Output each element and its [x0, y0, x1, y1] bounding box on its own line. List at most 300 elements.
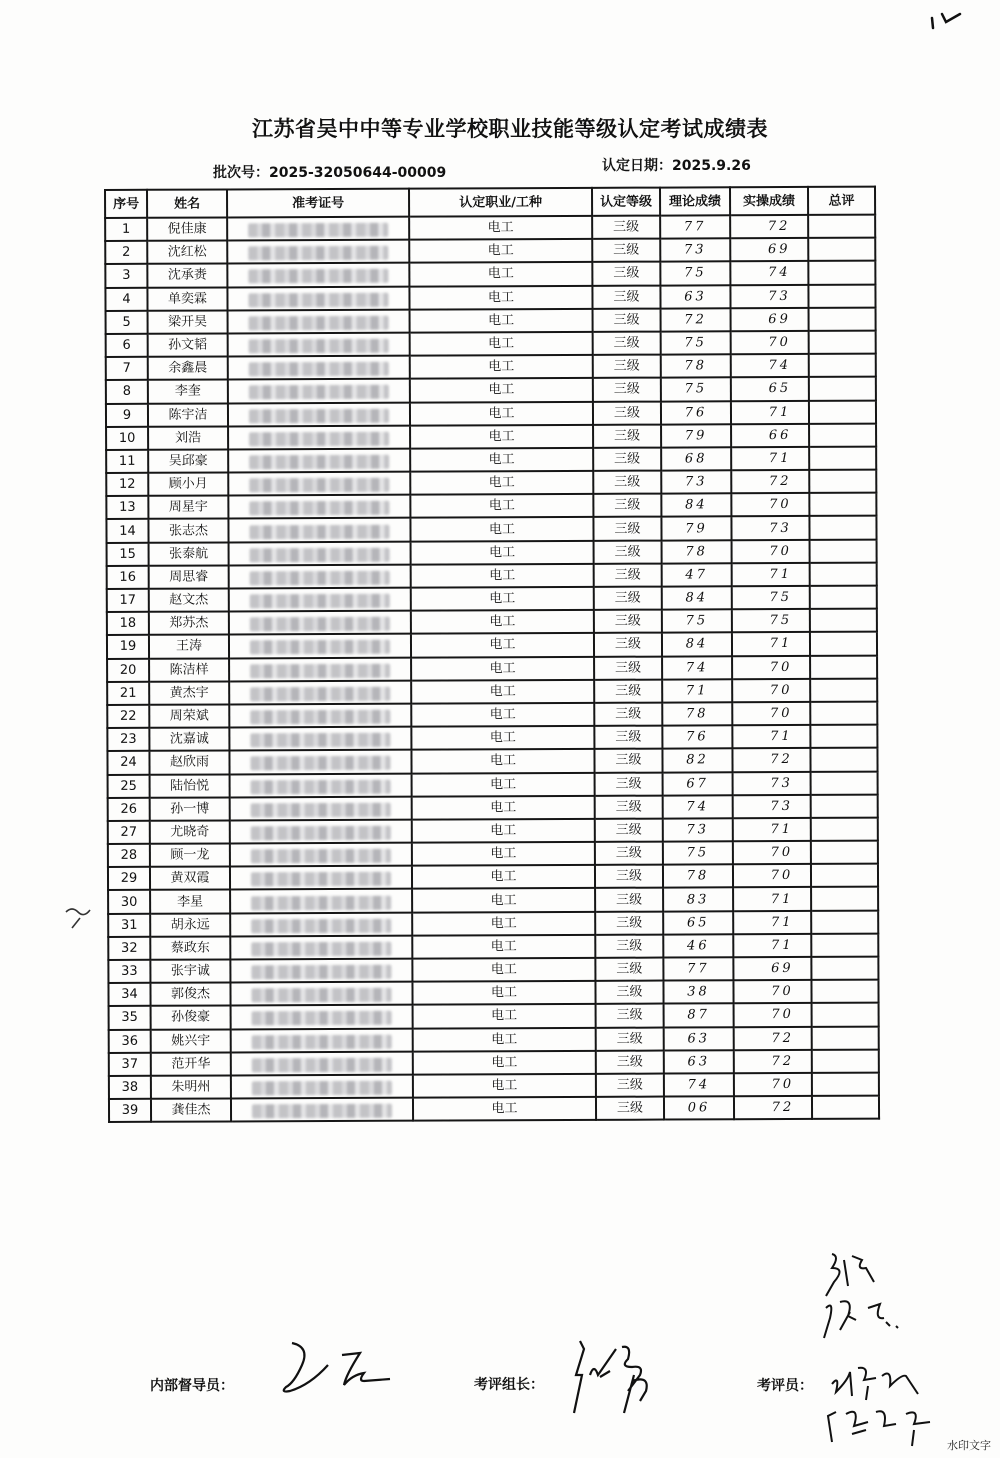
cell-theory-score: 67 — [663, 772, 733, 795]
cell-total — [812, 1096, 879, 1119]
cell-theory-score: 84 — [662, 633, 732, 656]
cell-practical-score: 70 — [733, 980, 811, 1004]
cell-exam-id — [228, 518, 410, 542]
cell-occupation: 电工 — [410, 471, 593, 495]
cell-no: 23 — [107, 728, 149, 751]
redacted-exam-id — [250, 547, 390, 562]
cell-occupation: 电工 — [410, 378, 593, 402]
cell-name: 陆怡悦 — [150, 774, 230, 798]
examiner-label: 考评员： — [757, 1378, 813, 1394]
cell-theory-score: 47 — [662, 563, 732, 586]
cell-practical-score: 66 — [731, 424, 809, 448]
cell-exam-id — [230, 866, 412, 890]
cell-theory-score: 82 — [662, 749, 732, 772]
cell-no: 12 — [106, 473, 148, 496]
cell-exam-id — [230, 843, 412, 867]
cell-level: 三级 — [593, 308, 661, 331]
cell-total — [811, 980, 878, 1003]
cell-exam-id — [229, 611, 411, 635]
redacted-exam-id — [249, 316, 389, 331]
cell-name: 朱明州 — [151, 1075, 231, 1099]
cell-theory-score: 75 — [661, 378, 731, 401]
cell-name: 张泰航 — [149, 542, 229, 566]
cell-no: 31 — [108, 913, 150, 936]
cell-theory-score: 63 — [664, 1027, 734, 1050]
cell-total — [809, 400, 876, 423]
cell-occupation: 电工 — [412, 819, 595, 843]
cell-exam-id — [229, 541, 411, 565]
table-row — [108, 771, 878, 798]
cell-total — [808, 238, 875, 261]
cell-level: 三级 — [593, 401, 661, 424]
cell-no: 24 — [107, 751, 149, 774]
table-row — [107, 609, 877, 636]
cell-theory-score: 73 — [660, 238, 730, 261]
table-row — [106, 493, 876, 520]
cell-practical-score: 71 — [733, 887, 811, 911]
cell-occupation: 电工 — [411, 680, 594, 704]
cell-total — [810, 609, 877, 632]
cell-occupation: 电工 — [412, 981, 595, 1005]
cell-theory-score: 74 — [663, 795, 733, 818]
cell-no: 5 — [106, 311, 148, 334]
cell-practical-score: 73 — [733, 795, 811, 819]
cell-level: 三级 — [595, 795, 663, 818]
redacted-exam-id — [250, 617, 390, 632]
cell-total — [811, 818, 878, 841]
cell-total — [810, 632, 877, 655]
cell-exam-id — [229, 634, 411, 658]
table-row — [108, 818, 878, 845]
cell-theory-score: 74 — [664, 1073, 734, 1096]
table-row — [106, 400, 876, 427]
cell-practical-score: 75 — [732, 586, 810, 610]
cell-name: 沈承赉 — [147, 264, 227, 288]
cell-theory-score: 06 — [664, 1096, 734, 1119]
cell-practical-score: 71 — [731, 447, 809, 471]
cell-name: 张宇诚 — [150, 959, 230, 983]
cell-name: 李星 — [150, 890, 230, 914]
redacted-exam-id — [250, 663, 390, 678]
cell-level: 三级 — [594, 749, 662, 772]
cell-exam-id — [228, 449, 410, 473]
cell-name: 余鑫晨 — [148, 357, 228, 381]
cell-name: 李奎 — [148, 380, 228, 404]
table-row — [105, 215, 875, 242]
cell-theory-score: 79 — [661, 424, 731, 447]
redacted-exam-id — [251, 779, 391, 794]
batch-value: 2025-32050644-00009 — [269, 165, 447, 181]
cell-total — [809, 423, 876, 446]
cell-exam-id — [228, 333, 410, 357]
cell-exam-id — [228, 379, 410, 403]
cell-no: 30 — [108, 890, 150, 913]
cell-no: 16 — [107, 566, 149, 589]
cell-no: 2 — [105, 241, 147, 264]
cell-level: 三级 — [594, 656, 662, 679]
batch-number — [213, 162, 446, 182]
cell-total — [810, 655, 877, 678]
cell-exam-id — [230, 773, 412, 797]
cell-occupation: 电工 — [411, 726, 594, 750]
table-row — [105, 238, 875, 265]
cell-total — [810, 748, 877, 771]
cell-occupation: 电工 — [409, 285, 592, 309]
cell-total — [812, 1026, 879, 1049]
cell-level: 三级 — [593, 447, 661, 470]
cell-practical-score: 72 — [730, 215, 808, 239]
cell-total — [810, 586, 877, 609]
cell-practical-score: 70 — [734, 1003, 812, 1027]
cell-no: 21 — [107, 682, 149, 705]
table-row — [108, 933, 878, 960]
cell-theory-score: 77 — [660, 215, 730, 238]
cell-occupation: 电工 — [410, 448, 593, 472]
table-row — [106, 377, 876, 404]
cell-practical-score: 72 — [734, 1026, 812, 1050]
cell-practical-score: 74 — [730, 261, 808, 285]
cell-practical-score: 70 — [731, 331, 809, 355]
cell-no: 36 — [109, 1029, 151, 1052]
table-row — [105, 284, 875, 311]
redacted-exam-id — [251, 988, 391, 1003]
cell-name: 吴邱豪 — [148, 449, 228, 473]
cell-exam-id — [229, 704, 411, 728]
redacted-exam-id — [249, 408, 389, 423]
cell-practical-score: 71 — [733, 911, 811, 935]
cell-no: 27 — [108, 821, 150, 844]
cell-theory-score: 65 — [663, 911, 733, 934]
cell-no: 8 — [106, 380, 148, 403]
cell-occupation: 电工 — [412, 888, 595, 912]
cell-occupation: 电工 — [412, 935, 595, 959]
table-row — [107, 725, 877, 752]
redacted-exam-id — [250, 756, 390, 771]
cell-name: 姚兴宇 — [151, 1029, 231, 1053]
cell-theory-score: 78 — [662, 702, 732, 725]
cell-occupation: 电工 — [412, 911, 595, 935]
cell-exam-id — [231, 1051, 413, 1075]
cell-exam-id — [229, 588, 411, 612]
cell-no: 35 — [109, 1006, 151, 1029]
table-row — [107, 748, 877, 775]
redacted-exam-id — [250, 594, 390, 609]
table-row — [106, 331, 876, 358]
cell-total — [811, 887, 878, 910]
cell-level: 三级 — [595, 958, 663, 981]
cell-practical-score: 69 — [733, 957, 811, 981]
score-table — [104, 186, 880, 1124]
cell-practical-score: 71 — [732, 725, 810, 749]
cell-level: 三级 — [592, 262, 660, 285]
header-name: 姓名 — [147, 189, 227, 217]
cell-exam-id — [230, 959, 412, 983]
cell-occupation: 电工 — [411, 749, 594, 773]
cell-total — [812, 1049, 879, 1072]
cell-occupation: 电工 — [411, 587, 594, 611]
cell-no: 29 — [108, 867, 150, 890]
cell-practical-score: 72 — [731, 470, 809, 494]
cell-total — [810, 702, 877, 725]
cell-occupation: 电工 — [409, 216, 592, 240]
cell-total — [809, 516, 876, 539]
redacted-exam-id — [250, 733, 390, 748]
supervisor-label: 内部督导员： — [150, 1378, 234, 1394]
cell-level: 三级 — [593, 471, 661, 494]
cell-theory-score: 72 — [661, 308, 731, 331]
header-level: 认定等级 — [592, 188, 660, 216]
cell-occupation: 电工 — [410, 494, 593, 518]
cell-name: 王涛 — [149, 635, 229, 659]
cell-level: 三级 — [594, 679, 662, 702]
header-total: 总评 — [808, 187, 875, 215]
table-header-row — [105, 187, 875, 218]
header-exam-id: 准考证号 — [227, 189, 409, 218]
certification-date — [602, 155, 751, 175]
redacted-exam-id — [249, 432, 389, 447]
cell-theory-score: 75 — [662, 609, 732, 632]
cell-theory-score: 71 — [662, 679, 732, 702]
cell-practical-score: 69 — [731, 308, 809, 332]
redacted-exam-id — [248, 292, 388, 307]
cell-name: 周星宇 — [148, 496, 228, 520]
redacted-exam-id — [249, 362, 389, 377]
cell-occupation: 电工 — [411, 540, 594, 564]
table-row — [106, 423, 876, 450]
cell-name: 龚佳杰 — [151, 1099, 231, 1123]
cell-level: 三级 — [593, 378, 661, 401]
cell-name: 沈嘉诚 — [149, 728, 229, 752]
table-row — [106, 516, 876, 543]
cell-level: 三级 — [596, 1074, 664, 1097]
cell-practical-score: 69 — [730, 238, 808, 262]
cell-level: 三级 — [593, 494, 661, 517]
table-row — [108, 957, 878, 984]
cell-no: 20 — [107, 658, 149, 681]
cell-exam-id — [228, 425, 410, 449]
header-occupation: 认定职业/工种 — [409, 188, 592, 217]
cell-occupation: 电工 — [410, 425, 593, 449]
cell-level: 三级 — [595, 888, 663, 911]
cell-level: 三级 — [596, 1050, 664, 1073]
cell-level: 三级 — [595, 865, 663, 888]
table-row — [109, 1049, 879, 1076]
redacted-exam-id — [248, 246, 388, 261]
cell-name: 刘浩 — [148, 426, 228, 450]
redacted-exam-id — [251, 803, 391, 818]
redacted-exam-id — [248, 223, 388, 238]
cell-no: 34 — [108, 983, 150, 1006]
cell-practical-score: 71 — [733, 818, 811, 842]
redacted-exam-id — [249, 478, 389, 493]
cell-theory-score: 46 — [663, 934, 733, 957]
cell-no: 15 — [107, 542, 149, 565]
table-row — [108, 841, 878, 868]
cell-theory-score: 78 — [661, 354, 731, 377]
cell-name: 单奕霖 — [147, 287, 227, 311]
cell-occupation: 电工 — [412, 842, 595, 866]
cell-exam-id — [229, 657, 411, 681]
cell-no: 4 — [105, 287, 147, 310]
cell-level: 三级 — [592, 216, 660, 239]
header-theory: 理论成绩 — [660, 187, 730, 215]
cell-practical-score: 71 — [732, 632, 810, 656]
cell-level: 三级 — [594, 610, 662, 633]
redacted-exam-id — [251, 918, 391, 933]
cell-occupation: 电工 — [413, 1051, 596, 1075]
handwritten-page-number — [920, 6, 980, 32]
cell-theory-score: 75 — [661, 331, 731, 354]
cell-practical-score: 70 — [732, 655, 810, 679]
cell-theory-score: 76 — [661, 401, 731, 424]
cell-theory-score: 38 — [663, 980, 733, 1003]
cell-name: 张志杰 — [148, 519, 228, 543]
cell-occupation: 电工 — [411, 703, 594, 727]
cell-practical-score: 72 — [734, 1050, 812, 1074]
cell-total — [809, 354, 876, 377]
table-row — [107, 562, 877, 589]
cell-practical-score: 70 — [732, 702, 810, 726]
cell-no: 19 — [107, 635, 149, 658]
redacted-exam-id — [252, 1011, 392, 1026]
cell-exam-id — [228, 309, 410, 333]
cell-practical-score: 70 — [733, 864, 811, 888]
cell-no: 1 — [105, 218, 147, 241]
cell-total — [811, 771, 878, 794]
redacted-exam-id — [250, 640, 390, 655]
cell-name: 顾小月 — [148, 473, 228, 497]
date-value: 2025.9.26 — [672, 158, 751, 174]
table-row — [108, 887, 878, 914]
cell-no: 38 — [109, 1076, 151, 1099]
cell-total — [809, 331, 876, 354]
cell-practical-score: 70 — [734, 1073, 812, 1097]
cell-exam-id — [228, 356, 410, 380]
cell-exam-id — [228, 472, 410, 496]
cell-occupation: 电工 — [409, 262, 592, 286]
cell-exam-id — [227, 286, 409, 310]
redacted-exam-id — [249, 339, 389, 354]
cell-no: 26 — [108, 797, 150, 820]
supervisor-signature — [280, 1335, 400, 1405]
cell-theory-score: 75 — [660, 262, 730, 285]
redacted-exam-id — [252, 1081, 392, 1096]
redacted-exam-id — [252, 1058, 392, 1073]
cell-no: 11 — [106, 450, 148, 473]
date-label: 认定日期： — [602, 158, 672, 174]
cell-occupation: 电工 — [412, 772, 595, 796]
cell-exam-id — [230, 796, 412, 820]
cell-name: 尤晓奇 — [150, 820, 230, 844]
cell-no: 28 — [108, 844, 150, 867]
cell-practical-score: 72 — [734, 1096, 812, 1120]
cell-total — [809, 307, 876, 330]
cell-level: 三级 — [594, 633, 662, 656]
cell-practical-score: 65 — [731, 377, 809, 401]
cell-practical-score: 71 — [731, 400, 809, 424]
table-row — [108, 910, 878, 937]
redacted-exam-id — [250, 571, 390, 586]
cell-name: 周荣斌 — [149, 704, 229, 728]
cell-occupation: 电工 — [413, 1074, 596, 1098]
cell-total — [808, 261, 875, 284]
cell-total — [810, 562, 877, 585]
cell-no: 10 — [106, 426, 148, 449]
cell-exam-id — [231, 1098, 413, 1122]
cell-theory-score: 63 — [664, 1050, 734, 1073]
cell-total — [811, 910, 878, 933]
cell-total — [811, 841, 878, 864]
cell-occupation: 电工 — [411, 656, 594, 680]
cell-occupation: 电工 — [412, 958, 595, 982]
table-row — [107, 632, 877, 659]
cell-total — [811, 864, 878, 887]
cell-level: 三级 — [593, 517, 661, 540]
cell-exam-id — [231, 1075, 413, 1099]
redacted-exam-id — [251, 942, 391, 957]
table-row — [107, 702, 877, 729]
table-body — [105, 215, 879, 1123]
cell-practical-score: 71 — [732, 563, 810, 587]
cell-occupation: 电工 — [410, 309, 593, 333]
cell-level: 三级 — [595, 911, 663, 934]
cell-practical-score: 72 — [732, 748, 810, 772]
redacted-exam-id — [252, 1034, 392, 1049]
cell-no: 17 — [107, 589, 149, 612]
cell-exam-id — [230, 912, 412, 936]
table-row — [108, 864, 878, 891]
leader-signature — [570, 1335, 670, 1425]
redacted-exam-id — [249, 385, 389, 400]
cell-name: 倪佳康 — [147, 217, 227, 241]
cell-exam-id — [229, 564, 411, 588]
cell-exam-id — [227, 240, 409, 264]
cell-name: 陈洁样 — [149, 658, 229, 682]
redacted-exam-id — [252, 1104, 392, 1119]
cell-name: 孙俊豪 — [151, 1006, 231, 1030]
cell-total — [809, 377, 876, 400]
cell-occupation: 电工 — [413, 1097, 596, 1121]
cell-occupation: 电工 — [410, 401, 593, 425]
cell-total — [812, 1003, 879, 1026]
cell-occupation: 电工 — [410, 517, 593, 541]
cell-level: 三级 — [593, 355, 661, 378]
cell-level: 三级 — [595, 842, 663, 865]
cell-theory-score: 78 — [662, 540, 732, 563]
redacted-exam-id — [251, 849, 391, 864]
table-row — [109, 1003, 879, 1030]
cell-theory-score: 73 — [663, 818, 733, 841]
cell-theory-score: 83 — [663, 888, 733, 911]
cell-level: 三级 — [594, 703, 662, 726]
cell-theory-score: 87 — [664, 1004, 734, 1027]
cell-practical-score: 73 — [731, 516, 809, 540]
table-row — [107, 678, 877, 705]
cell-theory-score: 63 — [660, 285, 730, 308]
cell-exam-id — [229, 750, 411, 774]
cell-name: 郑苏杰 — [149, 612, 229, 636]
cell-no: 33 — [108, 960, 150, 983]
cell-name: 孙一博 — [150, 797, 230, 821]
cell-name: 黄双霞 — [150, 867, 230, 891]
cell-level: 三级 — [594, 726, 662, 749]
cell-no: 22 — [107, 705, 149, 728]
cell-level: 三级 — [594, 563, 662, 586]
cell-theory-score: 75 — [663, 841, 733, 864]
cell-total — [810, 725, 877, 748]
cell-no: 6 — [106, 334, 148, 357]
cell-practical-score: 70 — [733, 841, 811, 865]
